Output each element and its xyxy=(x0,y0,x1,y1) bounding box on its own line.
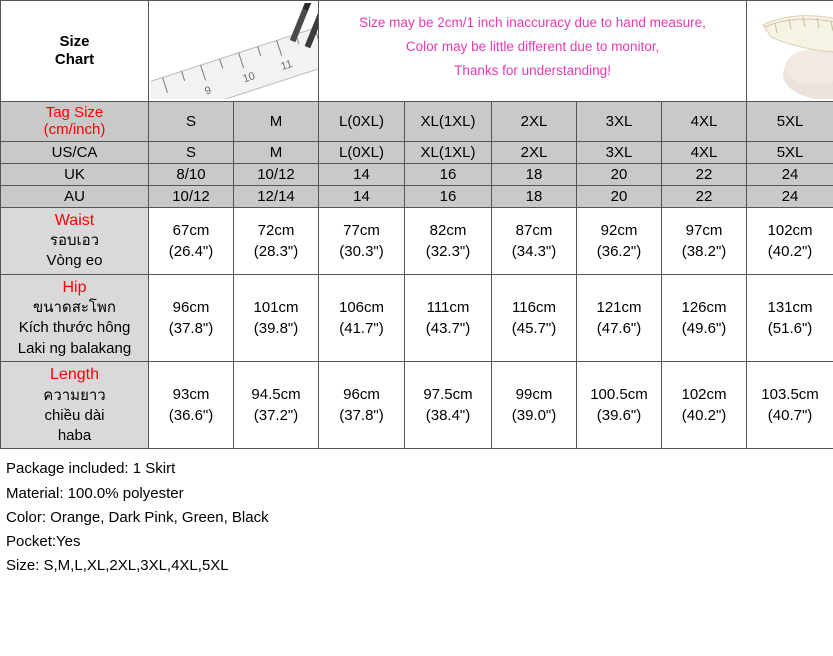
value-inch: (39.0") xyxy=(511,407,557,425)
cell-tag-size-4xl: 4XL xyxy=(662,102,747,142)
cell-length-s xyxy=(149,361,234,448)
value-inch: (41.7") xyxy=(339,319,384,337)
cell-length-5xl xyxy=(747,361,833,448)
value-inch: (37.8") xyxy=(168,319,214,337)
cell-us-ca-2xl: 2XL xyxy=(492,141,577,163)
product-details xyxy=(0,449,833,582)
value-inch: (47.6") xyxy=(596,319,642,337)
value-cm: 126cm xyxy=(681,298,727,316)
chart-header-row xyxy=(1,1,833,102)
value-inch: (30.3") xyxy=(339,242,384,260)
value-cm: 96cm xyxy=(172,298,210,316)
cell-au-l: 14 xyxy=(319,185,405,207)
value-cm: 96cm xyxy=(343,386,380,404)
measuring-tape-icon xyxy=(747,1,833,102)
svg-text:9: 9 xyxy=(203,84,213,98)
value-cm: 92cm xyxy=(600,221,638,239)
cell-tag-size-3xl: 3XL xyxy=(577,102,662,142)
tape-hand-icon xyxy=(749,3,833,99)
cell-uk-2xl: 18 xyxy=(492,163,577,185)
cell-tag-size-5xl: 5XL xyxy=(747,102,833,142)
value-inch: (38.4") xyxy=(425,407,471,425)
page-title-line2: Chart xyxy=(54,51,95,68)
value-cm: 111cm xyxy=(426,298,470,316)
value-inch: (36.2") xyxy=(596,242,642,260)
cell-us-ca-3xl: 3XL xyxy=(577,141,662,163)
disclaimer-notes xyxy=(319,1,747,102)
row-label-hip-main: Hip xyxy=(62,278,87,296)
value-inch: (40.7") xyxy=(767,407,813,425)
cell-us-ca-4xl: 4XL xyxy=(662,141,747,163)
row-label-text: Tag Size xyxy=(45,104,104,121)
cell-waist-m xyxy=(234,207,319,274)
detail-color: Color: Orange, Dark Pink, Green, Black xyxy=(6,508,269,526)
value-cm: 97cm xyxy=(685,221,723,239)
cell-length-3xl xyxy=(577,361,662,448)
cell-hip-4xl xyxy=(662,274,747,361)
note-line-1: Size may be 2cm/1 inch inaccuracy due to hand measure, xyxy=(359,15,706,31)
value-cm: 100.5cm xyxy=(590,386,648,404)
cell-hip-5xl xyxy=(747,274,833,361)
value-cm: 99cm xyxy=(515,386,553,404)
cell-waist-s xyxy=(149,207,234,274)
cell-au-2xl: 18 xyxy=(492,185,577,207)
row-label-length-vi: chiều dài xyxy=(44,406,105,424)
cell-tag-size-l: L(0XL) xyxy=(319,102,405,142)
value-inch: (45.7") xyxy=(511,319,557,337)
value-cm: 77cm xyxy=(343,221,380,239)
row-label-length-tl: haba xyxy=(57,427,92,445)
cell-uk-xl: 16 xyxy=(405,163,492,185)
value-inch: (39.8") xyxy=(253,319,299,337)
row-label-us-ca: US/CA xyxy=(1,141,149,163)
cell-hip-l xyxy=(319,274,405,361)
measure-row-waist xyxy=(1,207,833,274)
value-cm: 97.5cm xyxy=(423,386,473,404)
row-label-waist-vi: Vòng eo xyxy=(46,252,103,270)
cell-uk-s: 8/10 xyxy=(149,163,234,185)
value-inch: (49.6") xyxy=(681,319,727,337)
cell-hip-s xyxy=(149,274,234,361)
cell-length-m xyxy=(234,361,319,448)
cell-length-2xl xyxy=(492,361,577,448)
value-inch: (34.3") xyxy=(511,242,557,260)
page-title xyxy=(1,1,149,102)
cell-au-4xl: 22 xyxy=(662,185,747,207)
cell-us-ca-xl: XL(1XL) xyxy=(405,141,492,163)
page-title-line1: Size xyxy=(59,33,90,50)
measure-row-hip xyxy=(1,274,833,361)
spec-row-au xyxy=(1,185,833,207)
value-inch: (51.6") xyxy=(767,319,813,337)
cell-uk-3xl: 20 xyxy=(577,163,662,185)
row-label-waist-main: Waist xyxy=(54,211,95,229)
detail-package: Package included: 1 Skirt xyxy=(6,460,176,478)
cell-length-xl xyxy=(405,361,492,448)
cell-waist-5xl xyxy=(747,207,833,274)
row-label-hip xyxy=(1,274,149,361)
value-cm: 102cm xyxy=(681,386,727,404)
detail-material: Material: 100.0% polyester xyxy=(6,484,184,502)
cell-waist-xl xyxy=(405,207,492,274)
svg-text:11: 11 xyxy=(279,58,294,74)
cell-us-ca-5xl: 5XL xyxy=(747,141,833,163)
measure-row-length xyxy=(1,361,833,448)
spec-row-us-ca xyxy=(1,141,833,163)
cell-au-xl: 16 xyxy=(405,185,492,207)
spec-row-tag-size xyxy=(1,102,833,142)
cell-tag-size-s: S xyxy=(149,102,234,142)
cell-us-ca-s: S xyxy=(149,141,234,163)
value-cm: 82cm xyxy=(429,221,467,239)
ruler-and-pens-icon xyxy=(149,1,319,102)
cell-hip-xl xyxy=(405,274,492,361)
cell-waist-4xl xyxy=(662,207,747,274)
row-label-hip-tl: Laki ng balakang xyxy=(17,339,132,357)
row-label-au: AU xyxy=(1,185,149,207)
cell-waist-3xl xyxy=(577,207,662,274)
value-cm: 131cm xyxy=(767,298,813,316)
value-cm: 116cm xyxy=(512,298,556,316)
value-inch: (43.7") xyxy=(425,319,471,337)
row-label-waist-th: รอบเอว xyxy=(49,232,100,250)
cell-waist-l xyxy=(319,207,405,274)
cell-hip-3xl xyxy=(577,274,662,361)
row-label-tag-size xyxy=(1,102,149,142)
value-inch: (40.2") xyxy=(681,407,727,425)
value-cm: 102cm xyxy=(767,221,813,239)
row-label-hip-th: ขนาดสะโพก xyxy=(33,299,116,317)
row-label-uk: UK xyxy=(1,163,149,185)
detail-size: Size: S,M,L,XL,2XL,3XL,4XL,5XL xyxy=(6,557,229,575)
value-cm: 87cm xyxy=(515,221,553,239)
cell-us-ca-l: L(0XL) xyxy=(319,141,405,163)
cell-hip-2xl xyxy=(492,274,577,361)
cell-hip-m xyxy=(234,274,319,361)
value-inch: (40.2") xyxy=(767,242,813,260)
row-label-length-th: ความยาว xyxy=(43,386,106,404)
row-label-length xyxy=(1,361,149,448)
cell-uk-5xl: 24 xyxy=(747,163,833,185)
cell-tag-size-m: M xyxy=(234,102,319,142)
cell-length-4xl xyxy=(662,361,747,448)
value-inch: (37.8") xyxy=(339,407,384,425)
cell-tag-size-2xl: 2XL xyxy=(492,102,577,142)
value-cm: 67cm xyxy=(172,221,210,239)
detail-pocket: Pocket:Yes xyxy=(6,533,81,551)
row-label-waist xyxy=(1,207,149,274)
value-inch: (28.3") xyxy=(253,242,299,260)
value-inch: (26.4") xyxy=(168,242,214,260)
value-cm: 103.5cm xyxy=(761,386,819,404)
cell-waist-2xl xyxy=(492,207,577,274)
value-cm: 72cm xyxy=(257,221,295,239)
cell-uk-m: 10/12 xyxy=(234,163,319,185)
value-inch: (39.6") xyxy=(596,407,642,425)
cell-length-l xyxy=(319,361,405,448)
cell-au-5xl: 24 xyxy=(747,185,833,207)
svg-text:10: 10 xyxy=(241,70,257,86)
cell-uk-4xl: 22 xyxy=(662,163,747,185)
value-cm: 101cm xyxy=(253,298,299,316)
cell-us-ca-m: M xyxy=(234,141,319,163)
row-label-sub: (cm/inch) xyxy=(43,121,106,139)
row-label-length-main: Length xyxy=(50,365,99,383)
cell-au-3xl: 20 xyxy=(577,185,662,207)
value-inch: (38.2") xyxy=(681,242,727,260)
spec-row-uk xyxy=(1,163,833,185)
value-inch: (36.6") xyxy=(168,407,214,425)
row-label-hip-vi: Kích thước hông xyxy=(18,319,131,337)
ruler-icon xyxy=(151,3,319,99)
value-cm: 106cm xyxy=(338,298,385,316)
cell-tag-size-xl: XL(1XL) xyxy=(405,102,492,142)
cell-au-m: 12/14 xyxy=(234,185,319,207)
note-line-2: Color may be little different due to monitor, xyxy=(405,39,660,55)
cell-uk-l: 14 xyxy=(319,163,405,185)
value-inch: (32.3") xyxy=(425,242,471,260)
value-inch: (37.2") xyxy=(253,407,299,425)
cell-au-s: 10/12 xyxy=(149,185,234,207)
note-line-3: Thanks for understanding! xyxy=(454,62,611,78)
value-cm: 93cm xyxy=(172,386,210,404)
value-cm: 94.5cm xyxy=(251,386,301,404)
value-cm: 121cm xyxy=(596,298,642,316)
